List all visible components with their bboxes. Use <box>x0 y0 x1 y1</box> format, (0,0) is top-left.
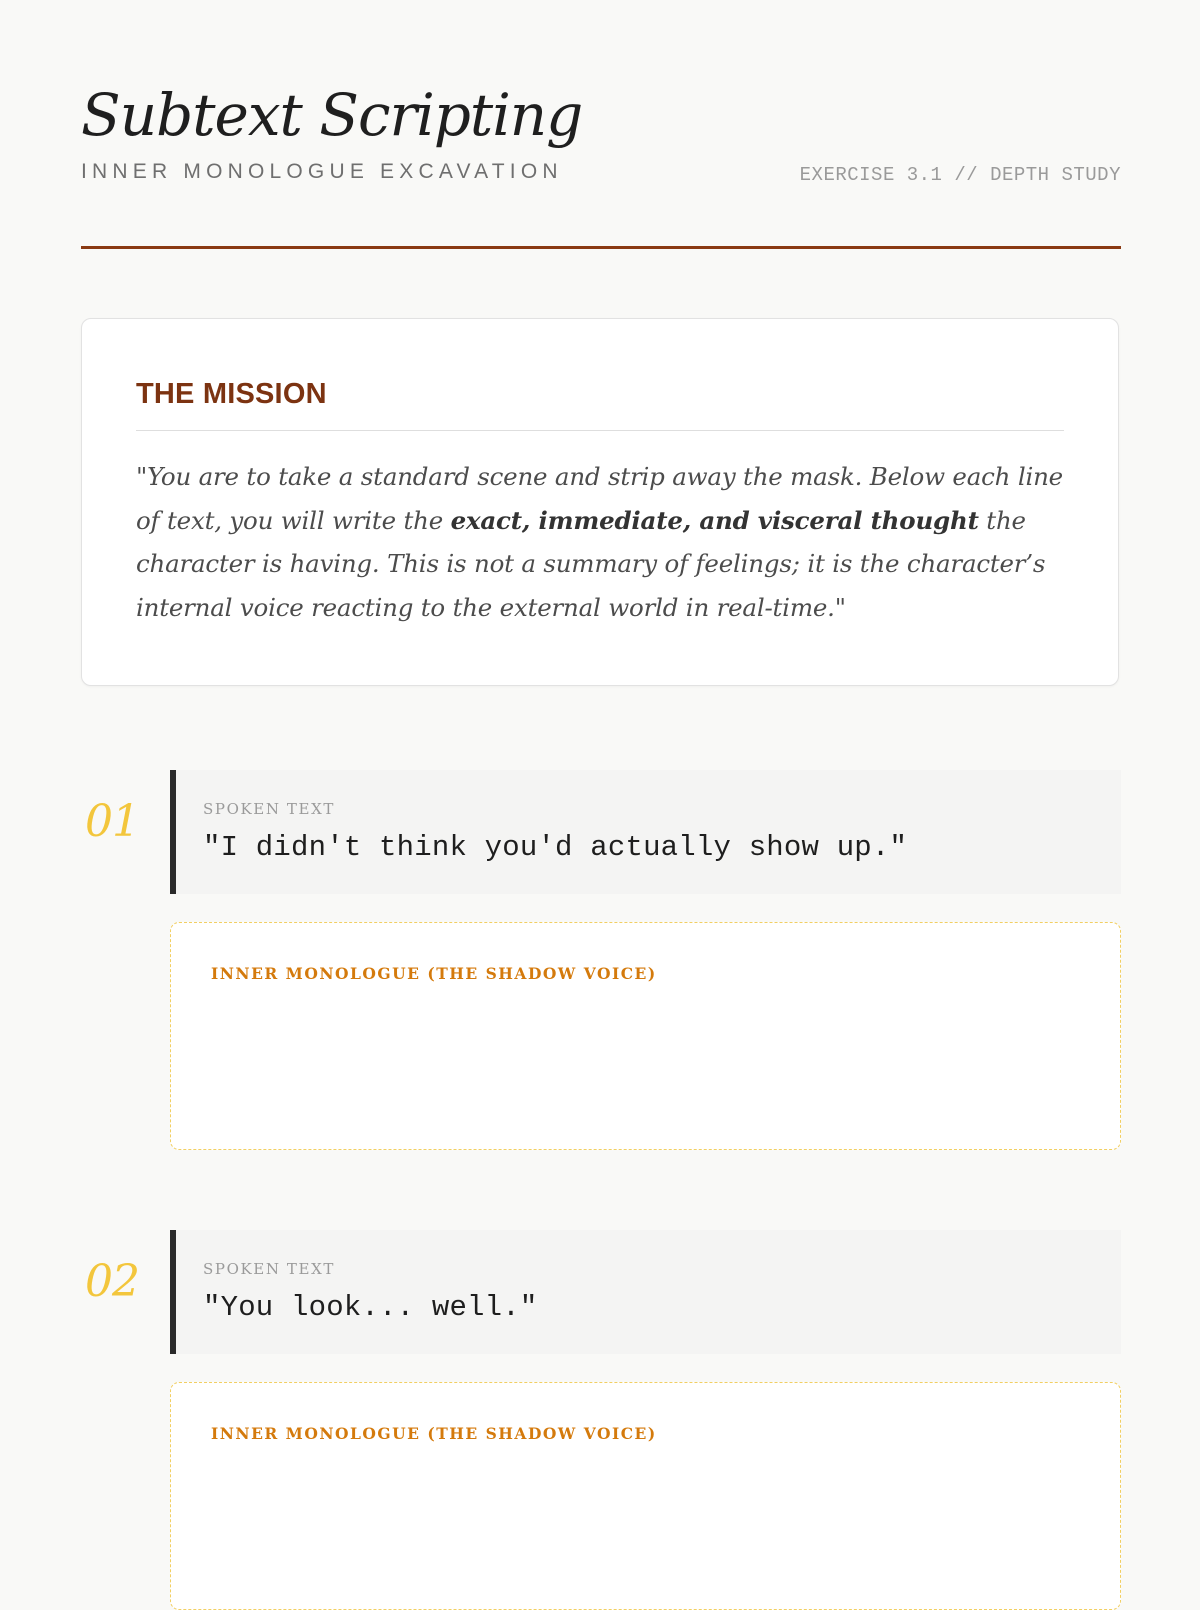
spoken-text-line: "I didn't think you'd actually show up." <box>203 831 908 864</box>
mission-card <box>81 318 1119 686</box>
item-number: 01 <box>85 796 139 847</box>
exercise-item <box>81 770 1121 1150</box>
mission-heading: THE MISSION <box>136 377 1064 431</box>
subtitle-row <box>81 160 1121 188</box>
item-number: 02 <box>85 1256 139 1307</box>
inner-monologue-label: INNER MONOLOGUE (THE SHADOW VOICE) <box>211 1424 657 1443</box>
mission-text <box>136 455 1064 629</box>
inner-monologue-box <box>170 922 1121 1150</box>
page-subtitle: INNER MONOLOGUE EXCAVATION <box>81 160 563 183</box>
exercise-meta: EXERCISE 3.1 // DEPTH STUDY <box>799 164 1121 186</box>
header-divider <box>81 246 1121 249</box>
inner-monologue-label: INNER MONOLOGUE (THE SHADOW VOICE) <box>211 964 657 983</box>
mission-text-emphasis: exact, immediate, and visceral thought <box>450 505 979 535</box>
spoken-text-label: SPOKEN TEXT <box>203 800 335 818</box>
mission-text-outro: the character is having. This is not a summary of feelings; it is the character’s internal voice reacting to the external world in real-time." <box>136 505 1046 622</box>
mission-text-intro: "You are to take a standard scene and strip away the mask. Below each line of text, you will write the <box>136 462 1063 535</box>
exercise-item <box>81 1230 1121 1610</box>
inner-monologue-input[interactable] <box>211 993 1081 1133</box>
spoken-text-line: "You look... well." <box>203 1291 538 1324</box>
inner-monologue-input[interactable] <box>211 1453 1081 1593</box>
spoken-text-block <box>170 1230 1121 1354</box>
header-block <box>81 78 1121 188</box>
spoken-text-label: SPOKEN TEXT <box>203 1260 335 1278</box>
page-title: Subtext Scripting <box>81 81 583 149</box>
inner-monologue-box <box>170 1382 1121 1610</box>
spoken-text-block <box>170 770 1121 894</box>
